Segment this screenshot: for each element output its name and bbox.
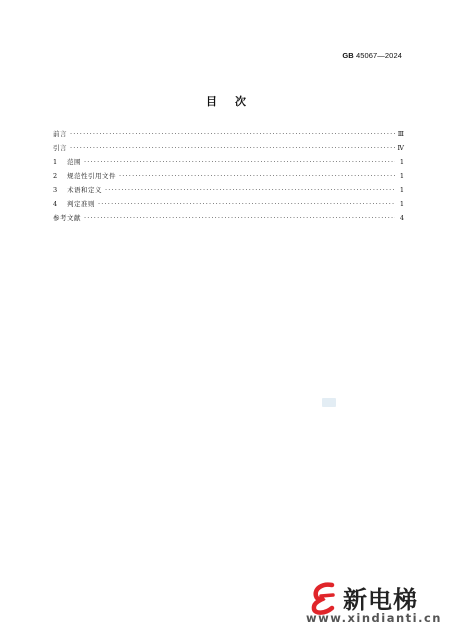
toc-entry-page: 1 [399,158,404,166]
toc-entry-number: 3 [53,186,58,194]
toc-entry-page: 1 [399,186,404,194]
standard-number: GB 45067—2024 [342,51,402,60]
elevator-brand-icon [308,581,342,615]
toc-entry-label: 规范性引用文件 [67,172,116,180]
toc-leader-dots [105,183,395,197]
toc-entry-page: 1 [399,200,404,208]
toc-entry-number: 1 [53,158,58,166]
toc-entry[interactable] [53,197,404,211]
toc-leader-dots [119,169,395,183]
table-of-contents [53,127,404,225]
toc-entry[interactable] [53,127,404,141]
toc-entry-number: 4 [53,200,58,208]
toc-entry-page: 4 [399,214,404,222]
toc-entry-page: Ⅲ [397,130,404,138]
toc-leader-dots [70,141,395,155]
toc-leader-dots [84,155,395,169]
toc-title: 目次 [206,95,264,108]
toc-entry-label: 判定准则 [67,200,95,208]
faint-artifact-mark [322,398,336,407]
toc-leader-dots [70,127,395,141]
watermark-url: www.xindianti.cn [306,611,442,625]
toc-entry-label: 引言 [53,144,67,152]
watermark-brand-name: 新电梯 [343,586,418,614]
toc-entry-label: 范围 [67,158,81,166]
toc-entry-page: Ⅳ [397,144,404,152]
toc-entry-page: 1 [399,172,404,180]
toc-entry[interactable] [53,155,404,169]
toc-entry-number: 2 [53,172,58,180]
toc-leader-dots [84,211,395,225]
toc-leader-dots [98,197,395,211]
toc-entry-label: 术语和定义 [67,186,102,194]
toc-entry[interactable] [53,183,404,197]
watermark-logo [308,580,418,615]
toc-entry-label: 参考文献 [53,214,81,222]
toc-entry[interactable] [53,211,404,225]
toc-entry[interactable] [53,169,404,183]
toc-entry-label: 前言 [53,130,67,138]
toc-entry[interactable] [53,141,404,155]
